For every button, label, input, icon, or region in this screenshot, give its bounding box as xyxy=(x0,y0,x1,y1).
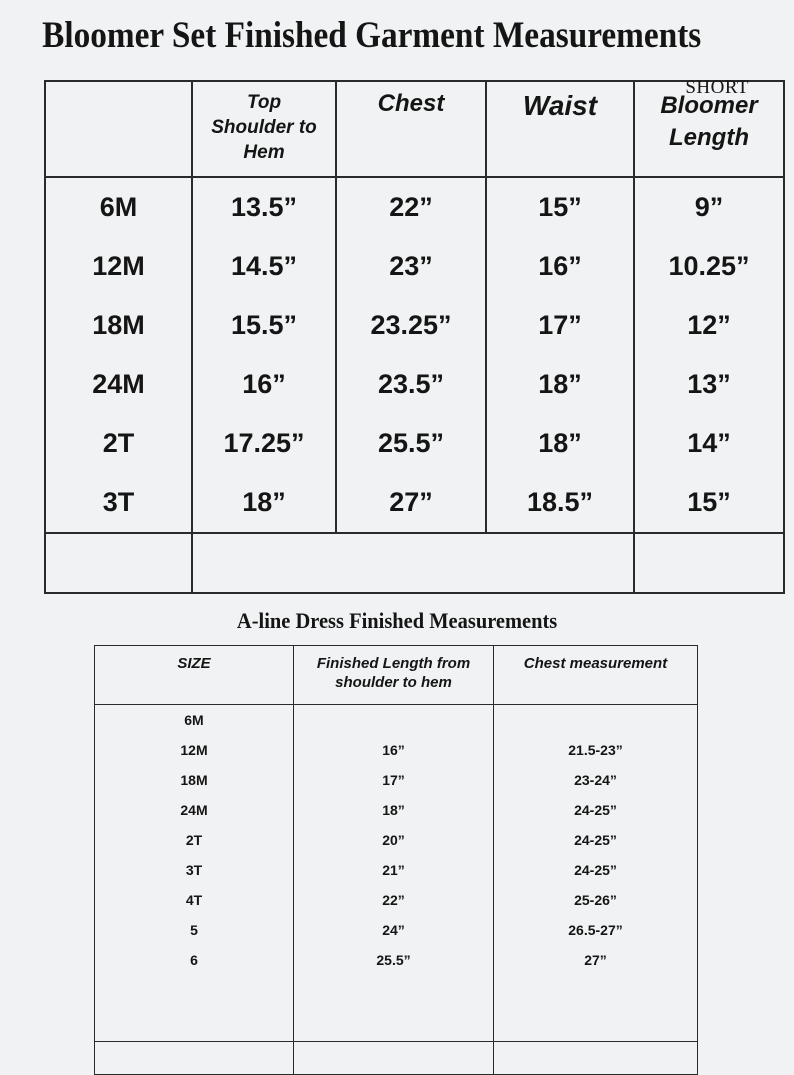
chest-cell: 24-25” xyxy=(494,825,698,855)
bloomer-header-size xyxy=(45,81,192,177)
bloomer-length-cell: 13” xyxy=(634,355,784,414)
dress-measurements-table xyxy=(94,645,698,1075)
table-row xyxy=(95,915,698,945)
table-row xyxy=(95,735,698,765)
empty-cell xyxy=(294,1042,494,1075)
table-row xyxy=(95,885,698,915)
chest-cell: 25.5” xyxy=(336,414,486,473)
bloomer-header-row xyxy=(45,81,784,177)
size-cell: 4T xyxy=(95,885,294,915)
table-row xyxy=(95,855,698,885)
bloomer-title: Bloomer Set Finished Garment Measurements xyxy=(42,15,702,56)
empty-row xyxy=(95,1042,698,1075)
size-cell: 12M xyxy=(95,735,294,765)
top-shoulder-cell: 15.5” xyxy=(192,296,336,355)
chest-cell: 23” xyxy=(336,237,486,296)
bloomer-header-chest: Chest xyxy=(336,81,486,177)
table-row xyxy=(45,355,784,414)
bloomer-length-cell: 10.25” xyxy=(634,237,784,296)
length-cell: 16” xyxy=(294,735,494,765)
length-cell xyxy=(294,705,494,736)
top-shoulder-cell: 18” xyxy=(192,473,336,533)
bloomer-length-cell: 9” xyxy=(634,177,784,237)
size-cell: 18M xyxy=(45,296,192,355)
size-cell: 6 xyxy=(95,945,294,975)
dress-header-row xyxy=(95,646,698,705)
chest-cell: 26.5-27” xyxy=(494,915,698,945)
length-cell: 21” xyxy=(294,855,494,885)
bloomer-length-cell: 15” xyxy=(634,473,784,533)
empty-row xyxy=(45,533,784,593)
table-row xyxy=(45,473,784,533)
size-cell: 2T xyxy=(95,825,294,855)
chest-cell: 27” xyxy=(494,945,698,975)
chest-cell: 24-25” xyxy=(494,795,698,825)
empty-cell xyxy=(192,533,634,593)
chest-cell: 22” xyxy=(336,177,486,237)
waist-cell: 18” xyxy=(486,355,634,414)
length-cell: 18” xyxy=(294,795,494,825)
length-cell: 20” xyxy=(294,825,494,855)
top-shoulder-cell: 17.25” xyxy=(192,414,336,473)
empty-cell xyxy=(45,533,192,593)
size-cell: 3T xyxy=(45,473,192,533)
size-cell: 6M xyxy=(95,705,294,736)
bloomer-length-cell: 12” xyxy=(634,296,784,355)
bloomer-measurements-table xyxy=(44,77,785,594)
size-cell: 24M xyxy=(95,795,294,825)
empty-cell xyxy=(634,533,784,593)
waist-cell: 15” xyxy=(486,177,634,237)
length-cell: 25.5” xyxy=(294,945,494,975)
table-row xyxy=(45,237,784,296)
table-row xyxy=(95,705,698,736)
table-row xyxy=(45,414,784,473)
length-cell: 24” xyxy=(294,915,494,945)
chest-cell: 24-25” xyxy=(494,855,698,885)
size-cell: 24M xyxy=(45,355,192,414)
dress-header-chest: Chest measurement xyxy=(494,646,698,705)
size-cell: 18M xyxy=(95,765,294,795)
size-cell: 6M xyxy=(45,177,192,237)
size-cell: 12M xyxy=(45,237,192,296)
table-row xyxy=(95,825,698,855)
size-cell: 2T xyxy=(45,414,192,473)
length-cell: 17” xyxy=(294,765,494,795)
table-row xyxy=(45,177,784,237)
dress-header-size: SIZE xyxy=(95,646,294,705)
waist-cell: 18” xyxy=(486,414,634,473)
empty-cell xyxy=(95,975,294,1042)
empty-cell xyxy=(494,975,698,1042)
chest-cell: 23-24” xyxy=(494,765,698,795)
spacer-row xyxy=(95,975,698,1042)
empty-cell xyxy=(494,1042,698,1075)
size-cell: 5 xyxy=(95,915,294,945)
bloomer-header-waist: Waist xyxy=(486,81,634,177)
table-row xyxy=(95,765,698,795)
bloomer-header-top-shoulder-to-hem: Top Shoulder to Hem xyxy=(192,81,336,177)
chest-cell: 25-26” xyxy=(494,885,698,915)
chest-cell: 27” xyxy=(336,473,486,533)
empty-cell xyxy=(95,1042,294,1075)
empty-cell xyxy=(294,975,494,1042)
dress-title: A-line Dress Finished Measurements xyxy=(236,608,558,633)
waist-cell: 16” xyxy=(486,237,634,296)
bloomer-length-cell: 14” xyxy=(634,414,784,473)
waist-cell: 17” xyxy=(486,296,634,355)
chest-cell: 23.5” xyxy=(336,355,486,414)
top-shoulder-cell: 14.5” xyxy=(192,237,336,296)
size-cell: 3T xyxy=(95,855,294,885)
table-row xyxy=(95,795,698,825)
top-shoulder-cell: 13.5” xyxy=(192,177,336,237)
bloomer-header-bloomer-length: SHORT Bloomer Length xyxy=(634,81,784,177)
top-shoulder-cell: 16” xyxy=(192,355,336,414)
waist-cell: 18.5” xyxy=(486,473,634,533)
chest-cell: 23.25” xyxy=(336,296,486,355)
chest-cell: 21.5-23” xyxy=(494,735,698,765)
length-cell: 22” xyxy=(294,885,494,915)
short-note: SHORT xyxy=(685,77,749,98)
dress-header-finished-length: Finished Length from shoulder to hem xyxy=(294,646,494,705)
chest-cell xyxy=(494,705,698,736)
table-row xyxy=(95,945,698,975)
table-row xyxy=(45,296,784,355)
